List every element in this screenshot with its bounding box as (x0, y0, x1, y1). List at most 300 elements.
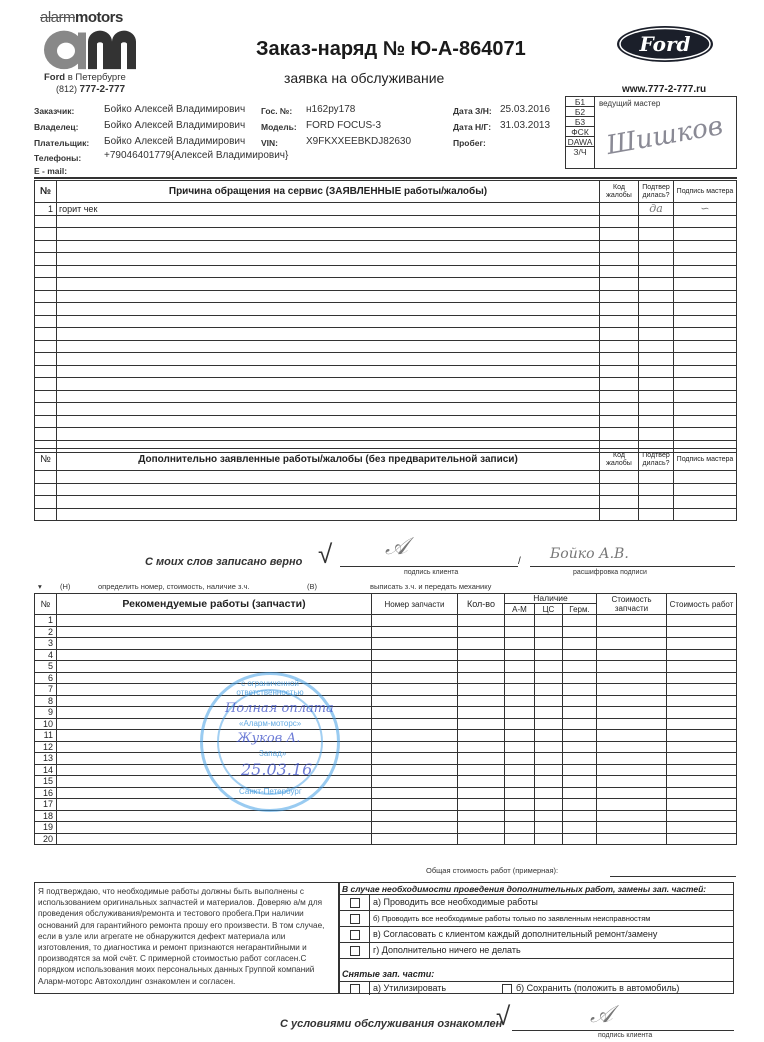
owner-label: Владелец: (34, 122, 79, 132)
row-qty[interactable] (458, 799, 505, 811)
row-am[interactable] (505, 833, 535, 845)
row-code[interactable] (600, 253, 639, 266)
row-germ[interactable] (563, 718, 597, 730)
terms-sign-line[interactable] (512, 1030, 734, 1031)
row-confirmed[interactable] (639, 496, 674, 509)
row-no (35, 340, 57, 353)
row-work-cost[interactable] (667, 684, 737, 696)
table-row (35, 508, 737, 521)
row-text[interactable] (57, 403, 600, 416)
row-confirmed[interactable] (639, 415, 674, 428)
option-c[interactable] (340, 927, 733, 943)
row-work-cost[interactable] (667, 799, 737, 811)
row-part-cost[interactable] (597, 833, 667, 845)
row-text[interactable] (57, 215, 600, 228)
row-work-cost[interactable] (667, 833, 737, 845)
row-master-sign[interactable] (674, 303, 737, 316)
row-cs[interactable] (535, 776, 563, 788)
row-cs[interactable] (535, 638, 563, 650)
row-text[interactable] (57, 483, 600, 496)
row-germ[interactable] (563, 649, 597, 661)
row-master-sign[interactable] (674, 365, 737, 378)
row-master-sign[interactable] (674, 428, 737, 441)
row-text[interactable] (57, 340, 600, 353)
table-row (35, 707, 737, 719)
row-no: 18 (35, 810, 57, 822)
row-part-cost[interactable] (597, 741, 667, 753)
row-part-cost[interactable] (597, 764, 667, 776)
row-part-cost[interactable] (597, 638, 667, 650)
row-master-sign[interactable] (674, 378, 737, 391)
table-row (35, 215, 737, 228)
row-code[interactable] (600, 365, 639, 378)
row-confirmed[interactable] (639, 315, 674, 328)
row-am[interactable] (505, 684, 535, 696)
order-date-value: 25.03.2016 (500, 104, 551, 115)
row-work-cost[interactable] (667, 730, 737, 742)
col-germ: Герм. (563, 604, 597, 615)
row-am[interactable] (505, 718, 535, 730)
row-text[interactable] (57, 303, 600, 316)
row-cs[interactable] (535, 730, 563, 742)
row-confirmed[interactable] (639, 253, 674, 266)
row-master-sign[interactable] (674, 415, 737, 428)
terms-sign-label: подпись клиента (598, 1032, 653, 1039)
row-no (35, 390, 57, 403)
row-code[interactable] (600, 278, 639, 291)
row-code[interactable] (600, 203, 639, 216)
row-part-cost[interactable] (597, 695, 667, 707)
logo-ford-bold: Ford (44, 72, 66, 83)
row-master-sign[interactable] (674, 253, 737, 266)
row-part-number[interactable] (372, 741, 458, 753)
keep-checkbox[interactable] (502, 984, 512, 994)
row-confirmed[interactable] (639, 365, 674, 378)
ford-logo-icon (615, 24, 715, 64)
row-text[interactable] (57, 508, 600, 521)
row-am[interactable] (505, 626, 535, 638)
row-no: 3 (35, 638, 57, 650)
row-part-number[interactable] (372, 822, 458, 834)
decipher-value: Бойко А.В. (550, 546, 629, 562)
row-qty[interactable] (458, 730, 505, 742)
row-master-sign[interactable] (674, 403, 737, 416)
row-am[interactable] (505, 810, 535, 822)
row-qty[interactable] (458, 672, 505, 684)
row-germ[interactable] (563, 695, 597, 707)
row-confirmed[interactable] (639, 290, 674, 303)
row-cs[interactable] (535, 695, 563, 707)
row-qty[interactable] (458, 638, 505, 650)
row-master-sign[interactable]: ∽ (674, 203, 737, 216)
row-part-cost[interactable] (597, 799, 667, 811)
row-part-number[interactable] (372, 753, 458, 765)
row-cs[interactable] (535, 799, 563, 811)
option-b[interactable] (340, 911, 733, 927)
row-master-sign[interactable] (674, 215, 737, 228)
row-no: 19 (35, 822, 57, 834)
row-germ[interactable] (563, 672, 597, 684)
row-confirmed[interactable] (639, 353, 674, 366)
row-no (35, 353, 57, 366)
row-no: 15 (35, 776, 57, 788)
row-master-sign[interactable] (674, 315, 737, 328)
row-work-cost[interactable] (667, 810, 737, 822)
row-no (35, 265, 57, 278)
row-part-number[interactable] (372, 730, 458, 742)
row-qty[interactable] (458, 626, 505, 638)
row-code[interactable] (600, 508, 639, 521)
row-qty[interactable] (458, 741, 505, 753)
table-row (35, 822, 737, 834)
stamp-sig-1: Полная оплата (225, 701, 334, 716)
row-cs[interactable] (535, 741, 563, 753)
row-part-number[interactable] (372, 787, 458, 799)
table-row (35, 483, 737, 496)
row-master-sign[interactable] (674, 340, 737, 353)
row-cs[interactable] (535, 684, 563, 696)
row-am[interactable] (505, 741, 535, 753)
row-cs[interactable] (535, 672, 563, 684)
row-part-cost[interactable] (597, 684, 667, 696)
row-qty[interactable] (458, 707, 505, 719)
row-confirmed[interactable] (639, 390, 674, 403)
row-part-number[interactable] (372, 799, 458, 811)
row-master-sign[interactable] (674, 290, 737, 303)
row-code[interactable] (600, 240, 639, 253)
row-part-number[interactable] (372, 833, 458, 845)
row-germ[interactable] (563, 833, 597, 845)
row-master-sign[interactable] (674, 390, 737, 403)
row-text[interactable] (57, 328, 600, 341)
row-text[interactable] (57, 253, 600, 266)
table-row (35, 787, 737, 799)
row-work[interactable] (57, 638, 372, 650)
dispose-checkbox[interactable] (350, 984, 360, 994)
verified-statement: С моих слов записано верно (145, 556, 303, 568)
row-germ[interactable] (563, 776, 597, 788)
row-germ[interactable] (563, 638, 597, 650)
row-text[interactable] (57, 378, 600, 391)
row-text[interactable]: горит чек (57, 203, 600, 216)
row-confirmed[interactable] (639, 403, 674, 416)
option-d[interactable] (340, 943, 733, 959)
row-work-cost[interactable] (667, 626, 737, 638)
option-b-checkbox[interactable] (350, 914, 360, 924)
total-cost-label: Общая стоимость работ (примерная): (426, 866, 559, 875)
row-text[interactable] (57, 428, 600, 441)
row-cs[interactable] (535, 649, 563, 661)
row-cs[interactable] (535, 753, 563, 765)
row-work-cost[interactable] (667, 672, 737, 684)
row-code[interactable] (600, 353, 639, 366)
decipher-line[interactable] (530, 566, 735, 567)
row-am[interactable] (505, 707, 535, 719)
row-work[interactable] (57, 615, 372, 627)
row-part-number[interactable] (372, 718, 458, 730)
row-cs[interactable] (535, 810, 563, 822)
row-am[interactable] (505, 615, 535, 627)
row-part-cost[interactable] (597, 718, 667, 730)
row-qty[interactable] (458, 718, 505, 730)
row-part-number[interactable] (372, 638, 458, 650)
row-germ[interactable] (563, 822, 597, 834)
row-code[interactable] (600, 390, 639, 403)
row-text[interactable] (57, 353, 600, 366)
row-qty[interactable] (458, 615, 505, 627)
row-code[interactable] (600, 265, 639, 278)
row-cs[interactable] (535, 626, 563, 638)
row-work[interactable] (57, 626, 372, 638)
row-code[interactable] (600, 328, 639, 341)
row-am[interactable] (505, 753, 535, 765)
option-a-checkbox[interactable] (350, 898, 360, 908)
table-row (35, 626, 737, 638)
row-part-cost[interactable] (597, 649, 667, 661)
row-confirmed[interactable] (639, 428, 674, 441)
row-part-cost[interactable] (597, 707, 667, 719)
row-cs[interactable] (535, 822, 563, 834)
row-work-cost[interactable] (667, 638, 737, 650)
row-part-number[interactable] (372, 707, 458, 719)
row-text[interactable] (57, 278, 600, 291)
row-text[interactable] (57, 315, 600, 328)
row-germ[interactable] (563, 684, 597, 696)
row-confirmed[interactable] (639, 228, 674, 241)
row-part-number[interactable] (372, 776, 458, 788)
row-part-cost[interactable] (597, 661, 667, 673)
row-code[interactable] (600, 315, 639, 328)
row-qty[interactable] (458, 787, 505, 799)
table-row (35, 753, 737, 765)
row-work-cost[interactable] (667, 776, 737, 788)
row-work-cost[interactable] (667, 661, 737, 673)
row-confirmed[interactable] (639, 340, 674, 353)
row-cs[interactable] (535, 718, 563, 730)
row-code[interactable] (600, 215, 639, 228)
row-text[interactable] (57, 228, 600, 241)
row-part-number[interactable] (372, 695, 458, 707)
row-text[interactable] (57, 415, 600, 428)
row-qty[interactable] (458, 776, 505, 788)
row-germ[interactable] (563, 753, 597, 765)
row-text[interactable] (57, 265, 600, 278)
row-confirmed[interactable]: да (639, 203, 674, 216)
row-master-sign[interactable] (674, 353, 737, 366)
row-no (35, 403, 57, 416)
logo-phone (56, 84, 125, 95)
row-am[interactable] (505, 776, 535, 788)
row-code[interactable] (600, 378, 639, 391)
row-qty[interactable] (458, 810, 505, 822)
row-cs[interactable] (535, 707, 563, 719)
row-text[interactable] (57, 365, 600, 378)
row-work[interactable] (57, 787, 372, 799)
row-work[interactable] (57, 661, 372, 673)
row-qty[interactable] (458, 822, 505, 834)
website-link[interactable]: www.777-2-777.ru (622, 84, 707, 95)
row-confirmed[interactable] (639, 240, 674, 253)
row-code[interactable] (600, 471, 639, 484)
row-germ[interactable] (563, 707, 597, 719)
row-confirmed[interactable] (639, 328, 674, 341)
row-code[interactable] (600, 428, 639, 441)
row-code[interactable] (600, 496, 639, 509)
sale-date-label: Дата Н/Г: (453, 122, 492, 132)
col-am: А-М (505, 604, 535, 615)
row-qty[interactable] (458, 661, 505, 673)
row-cs[interactable] (535, 661, 563, 673)
logo-phone-code: (812) (56, 84, 78, 94)
row-part-number[interactable] (372, 626, 458, 638)
row-part-cost[interactable] (597, 810, 667, 822)
removed-parts-heading: Снятые зап. части: (342, 969, 435, 979)
row-qty[interactable] (458, 684, 505, 696)
table-row (35, 661, 737, 673)
row-code[interactable] (600, 340, 639, 353)
row-master-sign[interactable] (674, 508, 737, 521)
row-work-cost[interactable] (667, 822, 737, 834)
row-am[interactable] (505, 822, 535, 834)
row-work[interactable] (57, 799, 372, 811)
row-am[interactable] (505, 799, 535, 811)
row-germ[interactable] (563, 615, 597, 627)
row-no: 17 (35, 799, 57, 811)
row-part-number[interactable] (372, 649, 458, 661)
row-master-sign[interactable] (674, 240, 737, 253)
row-am[interactable] (505, 764, 535, 776)
row-confirmed[interactable] (639, 471, 674, 484)
client-sign-line[interactable] (340, 566, 518, 567)
row-text[interactable] (57, 390, 600, 403)
row-qty[interactable] (458, 764, 505, 776)
row-qty[interactable] (458, 753, 505, 765)
row-part-number[interactable] (372, 810, 458, 822)
col-qty: Кол-во (458, 594, 505, 615)
row-work-cost[interactable] (667, 764, 737, 776)
row-part-number[interactable] (372, 661, 458, 673)
row-confirmed[interactable] (639, 265, 674, 278)
row-master-sign[interactable] (674, 496, 737, 509)
table-row (35, 718, 737, 730)
row-master-sign[interactable] (674, 328, 737, 341)
row-part-number[interactable] (372, 615, 458, 627)
row-work-cost[interactable] (667, 753, 737, 765)
row-am[interactable] (505, 649, 535, 661)
row-qty[interactable] (458, 833, 505, 845)
row-code[interactable] (600, 415, 639, 428)
code-dawa: DAWA (567, 137, 593, 147)
table-row (35, 615, 737, 627)
row-confirmed[interactable] (639, 378, 674, 391)
row-master-sign[interactable] (674, 483, 737, 496)
row-confirmed[interactable] (639, 215, 674, 228)
row-master-sign[interactable] (674, 228, 737, 241)
row-am[interactable] (505, 787, 535, 799)
row-code[interactable] (600, 290, 639, 303)
row-germ[interactable] (563, 799, 597, 811)
table-row (35, 378, 737, 391)
row-part-cost[interactable] (597, 776, 667, 788)
row-master-sign[interactable] (674, 471, 737, 484)
option-c-checkbox[interactable] (350, 930, 360, 940)
row-part-number[interactable] (372, 672, 458, 684)
row-germ[interactable] (563, 787, 597, 799)
row-code[interactable] (600, 483, 639, 496)
row-part-cost[interactable] (597, 615, 667, 627)
row-part-cost[interactable] (597, 672, 667, 684)
row-text[interactable] (57, 496, 600, 509)
row-confirmed[interactable] (639, 508, 674, 521)
row-germ[interactable] (563, 764, 597, 776)
row-work-cost[interactable] (667, 695, 737, 707)
row-code[interactable] (600, 228, 639, 241)
row-text[interactable] (57, 471, 600, 484)
row-code[interactable] (600, 303, 639, 316)
row-cs[interactable] (535, 833, 563, 845)
row-part-cost[interactable] (597, 626, 667, 638)
row-am[interactable] (505, 730, 535, 742)
row-cs[interactable] (535, 787, 563, 799)
row-text[interactable] (57, 240, 600, 253)
col-no: № (35, 594, 57, 615)
removed-parts-row (340, 981, 733, 995)
row-code[interactable] (600, 403, 639, 416)
row-work-cost[interactable] (667, 707, 737, 719)
row-part-cost[interactable] (597, 787, 667, 799)
row-master-sign[interactable] (674, 265, 737, 278)
row-germ[interactable] (563, 730, 597, 742)
row-germ[interactable] (563, 810, 597, 822)
row-qty[interactable] (458, 695, 505, 707)
row-work-cost[interactable] (667, 718, 737, 730)
row-cs[interactable] (535, 764, 563, 776)
row-work[interactable] (57, 833, 372, 845)
row-work[interactable] (57, 822, 372, 834)
row-work-cost[interactable] (667, 649, 737, 661)
row-master-sign[interactable] (674, 278, 737, 291)
option-a[interactable] (340, 895, 733, 911)
row-confirmed[interactable] (639, 303, 674, 316)
row-part-cost[interactable] (597, 730, 667, 742)
row-qty[interactable] (458, 649, 505, 661)
col-cs: ЦС (535, 604, 563, 615)
row-work-cost[interactable] (667, 787, 737, 799)
row-text[interactable] (57, 290, 600, 303)
row-germ[interactable] (563, 741, 597, 753)
row-am[interactable] (505, 695, 535, 707)
row-no: 6 (35, 672, 57, 684)
row-part-number[interactable] (372, 684, 458, 696)
row-work-cost[interactable] (667, 615, 737, 627)
row-am[interactable] (505, 661, 535, 673)
total-cost-line[interactable] (610, 876, 736, 877)
row-germ[interactable] (563, 626, 597, 638)
row-part-cost[interactable] (597, 753, 667, 765)
row-am[interactable] (505, 638, 535, 650)
row-part-number[interactable] (372, 764, 458, 776)
row-part-cost[interactable] (597, 822, 667, 834)
row-confirmed[interactable] (639, 278, 674, 291)
option-d-checkbox[interactable] (350, 946, 360, 956)
row-work[interactable] (57, 810, 372, 822)
row-work[interactable] (57, 649, 372, 661)
row-work-cost[interactable] (667, 741, 737, 753)
row-am[interactable] (505, 672, 535, 684)
row-germ[interactable] (563, 661, 597, 673)
row-cs[interactable] (535, 615, 563, 627)
row-confirmed[interactable] (639, 483, 674, 496)
